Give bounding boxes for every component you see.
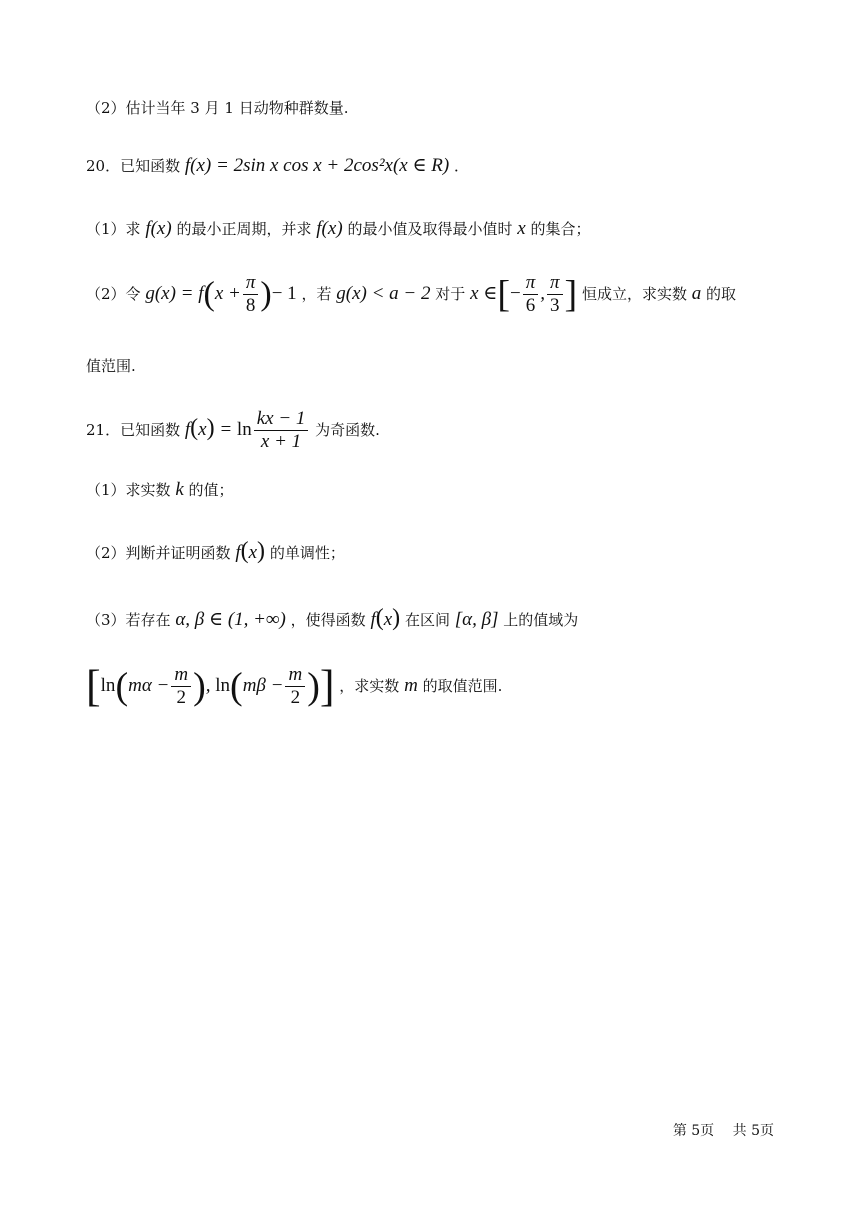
q21-p3-interval: [α, β] [454,609,499,630]
q20-p2-a: a [691,283,702,304]
q20-part2 [86,272,736,317]
q21-p3-range: [ln(mα − $\frac{m}{2}$ ), ln(mβ − $\frac{m}{2}$ )] [86,661,335,711]
q20-end: ． [454,157,470,175]
q20-p1-mid: 的最小正周期，并求 [176,220,312,238]
q21-p1-k: k [175,479,184,500]
q21-p1-suffix: 的值； [188,481,234,499]
q21-p3-mid: ，使得函数 [290,611,366,629]
q20-p1-fx: f(x) [145,218,172,239]
q21-p2-prefix: （2）判断并证明函数 [86,544,231,562]
q21-formula: f(x) = ln $\frac{kx - 1}{x + 1}$ [185,419,311,440]
q20-p2-prefix: （2）令 [86,285,141,303]
q21-p3-mid2: 在区间 [404,611,450,629]
q20-p2-ineq: g(x) < a − 2 [336,283,431,304]
q20-p1-prefix: （1）求 [86,220,141,238]
q21-p2-fx: f(x) [235,538,266,564]
q20-statement [86,156,469,176]
q21-part3-cont [86,660,502,713]
q20-formula: f(x) = 2sin x cos x + 2cos²x(x ∈ R) [184,155,450,176]
q21-p3-fx: f(x) [370,605,401,631]
q20-p2-mid2: 对于 [435,285,466,303]
page-total: 共 5页 [732,1123,774,1139]
q20-p2-mid: ，若 [301,285,332,303]
q20-p2-domain: x ∈[− $\frac{\pi}{6}$ , $\frac{\pi}{3}$ ] [470,272,578,317]
q20-label: 20．已知函数 [86,157,181,175]
q20-p2-mid3: 恒成立，求实数 [581,285,687,303]
q21-p3-cont-suffix: ，求实数 [339,677,400,695]
q20-p2-gx-def: g(x) = f(x + $\frac{\pi}{8}$ )− 1 [145,272,297,317]
page-number: 第 5页 [672,1123,715,1139]
q20-part2-cont: 值范围. [86,357,136,375]
q20-p1-x: x [517,218,526,239]
q21-p3-suffix: 上的值域为 [503,611,579,629]
q19-part2: （2）估计当年 3 月 1 日动物种群数量. [86,99,349,117]
q20-part1 [86,219,590,239]
q21-p3-m: m [404,675,418,696]
q21-label: 21．已知函数 [86,421,181,439]
q21-statement [86,404,380,454]
q21-p3-set: α, β ∈ (1, +∞) [175,609,286,630]
page-footer [659,1120,774,1140]
q21-end: 为奇函数. [315,421,380,439]
q21-part3 [86,605,579,631]
q21-p3-prefix: （3）若存在 [86,611,171,629]
q20-p2-suffix: 的取 [706,285,737,303]
q20-p1-suffix: 的集合； [530,220,591,238]
q21-p1-prefix: （1）求实数 [86,481,171,499]
q20-p1-fx2: f(x) [316,218,343,239]
q21-p2-suffix: 的单调性； [269,544,345,562]
q21-part2 [86,538,345,564]
q20-p1-mid2: 的最小值及取得最小值时 [347,220,513,238]
q21-part1 [86,480,234,500]
q21-p3-end: 的取值范围. [422,677,503,695]
